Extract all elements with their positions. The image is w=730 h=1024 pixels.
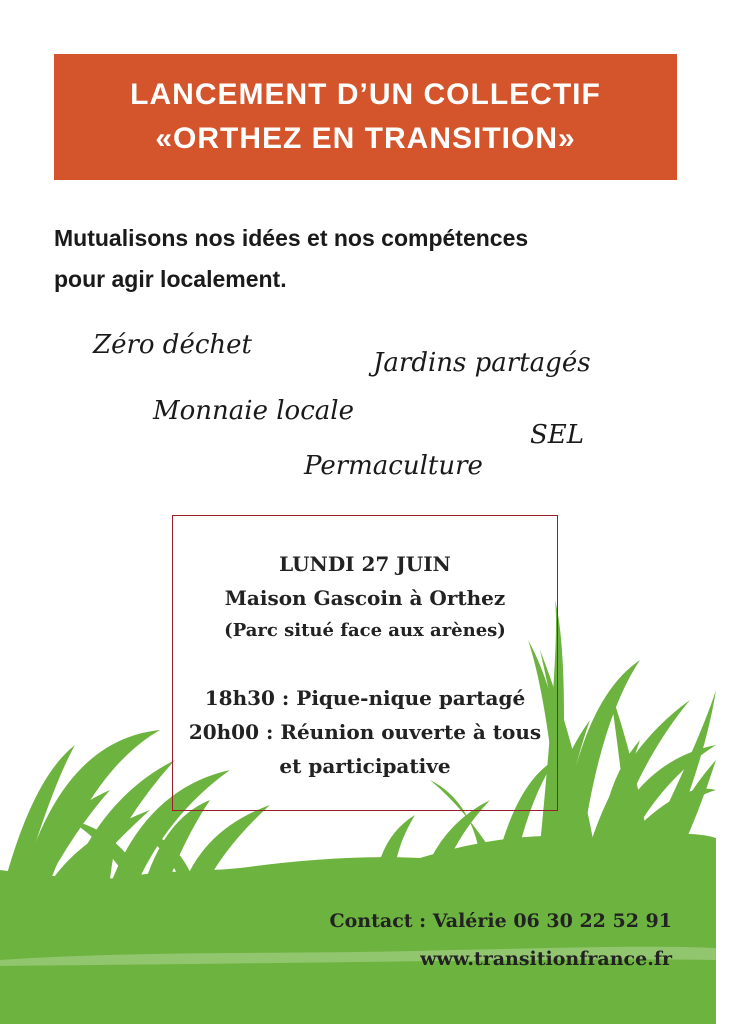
subtitle-line-2: pour agir localement. [54, 266, 287, 292]
event-date: LUNDI 27 JUIN [279, 552, 451, 576]
title-line-1: LANCEMENT D’UN COLLECTIF [130, 78, 601, 111]
topic-sel: SEL [530, 420, 585, 450]
topic-monnaie-locale: Monnaie locale [153, 396, 354, 426]
event-venue-note: (Parc situé face aux arènes) [224, 620, 506, 641]
event-venue: Maison Gascoin à Orthez [224, 586, 506, 610]
topic-zero-dechet: Zéro déchet [93, 330, 252, 360]
event-schedule-1: 18h30 : Pique-nique partagé [204, 686, 526, 710]
website-link[interactable]: www.transitionfrance.fr [420, 948, 672, 970]
topic-permaculture: Permaculture [304, 451, 483, 481]
topic-jardins-partages: Jardins partagés [373, 348, 591, 378]
title-line-2: «ORTHEZ EN TRANSITION» [155, 122, 576, 155]
contact-info: Contact : Valérie 06 30 22 52 91 [329, 910, 672, 932]
event-schedule-3: et participative [279, 754, 451, 778]
event-schedule-2: 20h00 : Réunion ouverte à tous [188, 720, 542, 744]
event-details-box [172, 515, 558, 811]
subtitle-line-1: Mutualisons nos idées et nos compétences [54, 225, 529, 251]
